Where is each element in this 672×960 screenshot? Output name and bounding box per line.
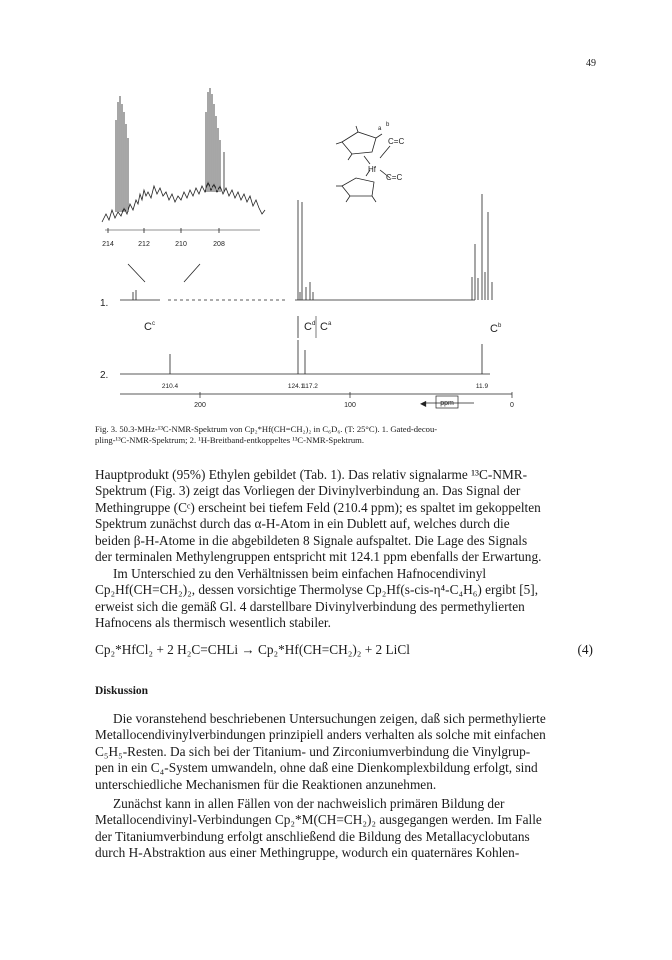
text-line: Metallocendivinylverbindungen prinzipiell anders verhalten als solche mit einfachen <box>95 727 546 743</box>
axis-tick-label: 100 <box>344 402 356 409</box>
trace-2-label: 2. <box>100 370 109 381</box>
text-line: Metallocendivinyl-Verbindungen Cp₂*M(CH=CH₂)₂ ausgegangen werden. Im Falle <box>95 812 542 828</box>
equation-number: (4) <box>577 642 593 657</box>
text-line: Die voranstehend beschriebenen Untersuchungen zeigen, daß sich permethylierte <box>113 711 546 726</box>
text-line: beiden β-H-Atome in die abgebildeten 8 Signale aufspaltet. Die Lage des Signals <box>95 532 528 548</box>
text-line: erweist sich die gemäß Gl. 4 darstellbare Divinylverbindung des permethylierten <box>95 598 525 614</box>
text-line: Zunächst kann in allen Fällen von der nachweislich primären Bildung der <box>113 796 505 811</box>
text-line: der terminalen Methylengruppen entspricht mit 124.1 ppm ebenfalls der Erwartung. <box>95 549 542 565</box>
text-line: der Titaniumverbindung erfolgt anschließend die Bildung des Metallacyclobutans <box>95 828 530 844</box>
carbon-label-c-sup: c <box>152 321 155 327</box>
carbon-label-d-sup: d <box>312 321 316 327</box>
hafnocene-structure <box>336 126 390 202</box>
axis-unit: ppm <box>440 400 454 407</box>
caption-line: pling-¹³C-NMR-Spektrum; 2. ¹H-Breitband-entkoppeltes ¹³C-NMR-Spektrum. <box>95 435 364 445</box>
paragraph-4 <box>95 796 593 862</box>
axis-tick-label: 200 <box>194 402 206 409</box>
section-heading: Diskussion <box>95 685 149 697</box>
text-line: Hafnocens als thermisch wesentlich stabiler. <box>95 615 331 631</box>
paragraph-3 <box>95 711 593 793</box>
vinyl-top: C=C <box>388 137 405 146</box>
peak-value: 117.2 <box>302 383 318 390</box>
text-line: Cp₂Hf(CH=CH₂)₂, dessen vorsichtige Thermolyse Cp₂Hf(s-cis-η⁴-C₄H₆) ergibt [5], <box>95 582 539 598</box>
hafnium-label: Hf <box>368 165 376 174</box>
inset-multiplet <box>102 88 265 282</box>
peak-value: 210.4 <box>161 383 179 390</box>
inset-tick-label: 212 <box>138 241 150 248</box>
page-number: 49 <box>586 58 596 69</box>
caption-line: Fig. 3. 50.3-MHz-¹³C-NMR-Spektrum von Cp₂*Hf(CH=CH₂)₂ in C₆D₆. (T: 25°C). 1. Gated-decou- <box>95 424 438 434</box>
text-line: durch H-Abstraktion aus einer Methingruppe, wodurch ein quaternäres Kohlen- <box>95 845 520 861</box>
axis-tick-label: 0 <box>510 402 514 409</box>
nmr-spectrum-figure <box>80 82 540 422</box>
arrow-left-icon: ◀ <box>420 399 427 408</box>
vinyl-bottom: C=C <box>386 173 403 182</box>
text-line: Im Unterschied zu den Verhältnissen beim einfachen Hafnocendivinyl <box>113 566 487 581</box>
inset-tick-label: 208 <box>213 241 225 248</box>
inset-tick-label: 214 <box>102 241 114 248</box>
trace-1-label: 1. <box>100 298 109 309</box>
figure-caption <box>95 424 595 446</box>
structure-sup-a: a <box>378 126 382 132</box>
carbon-label-b-sup: b <box>498 323 502 329</box>
carbon-label-d: C <box>304 321 312 333</box>
carbon-label-b: C <box>490 323 498 335</box>
text-line: Methingruppe (Cᶜ) erscheint bei tiefem Feld (210.4 ppm); es spaltet im gekoppelten <box>95 499 541 515</box>
paragraph-1 <box>95 467 593 565</box>
peak-value: 11.9 <box>475 383 489 390</box>
text-line: Spektrum zunächst durch das α-H-Atom in ein Dublett auf, welches durch die <box>95 516 510 532</box>
text-line: Spektrum (Fig. 3) zeigt das Vorliegen der Divinylverbindung an. Das Signal der <box>95 483 521 499</box>
structure-sup-b: b <box>386 122 390 128</box>
text-line: pen in ein C₄-System umwandeln, ohne daß eine Dienkomplexbildung erfolgt, sind <box>95 760 538 776</box>
text-line: Hauptprodukt (95%) Ethylen gebildet (Tab. 1). Das relativ signalarme ¹³C-NMR- <box>95 467 528 482</box>
trace-2 <box>120 340 490 374</box>
carbon-label-c: C <box>144 321 152 333</box>
carbon-label-a: C <box>320 321 328 333</box>
equation-4 <box>95 642 593 658</box>
paragraph-2 <box>95 566 593 632</box>
text-line: unterschiedliche Mechanismen für die Reaktionen anzunehmen. <box>95 776 437 792</box>
carbon-label-a-sup: a <box>328 321 332 327</box>
equation-text: Cp₂*HfCl₂ + 2 H₂C=CHLi → Cp₂*Hf(CH=CH₂)₂ + 2 LiCl <box>95 642 410 657</box>
inset-tick-label: 210 <box>175 241 187 248</box>
text-line: C₅H₅-Resten. Da sich bei der Titanium- und Zirconiumverbindung die Vinylgrup- <box>95 743 531 759</box>
peak-value: 124.1 <box>287 383 305 390</box>
